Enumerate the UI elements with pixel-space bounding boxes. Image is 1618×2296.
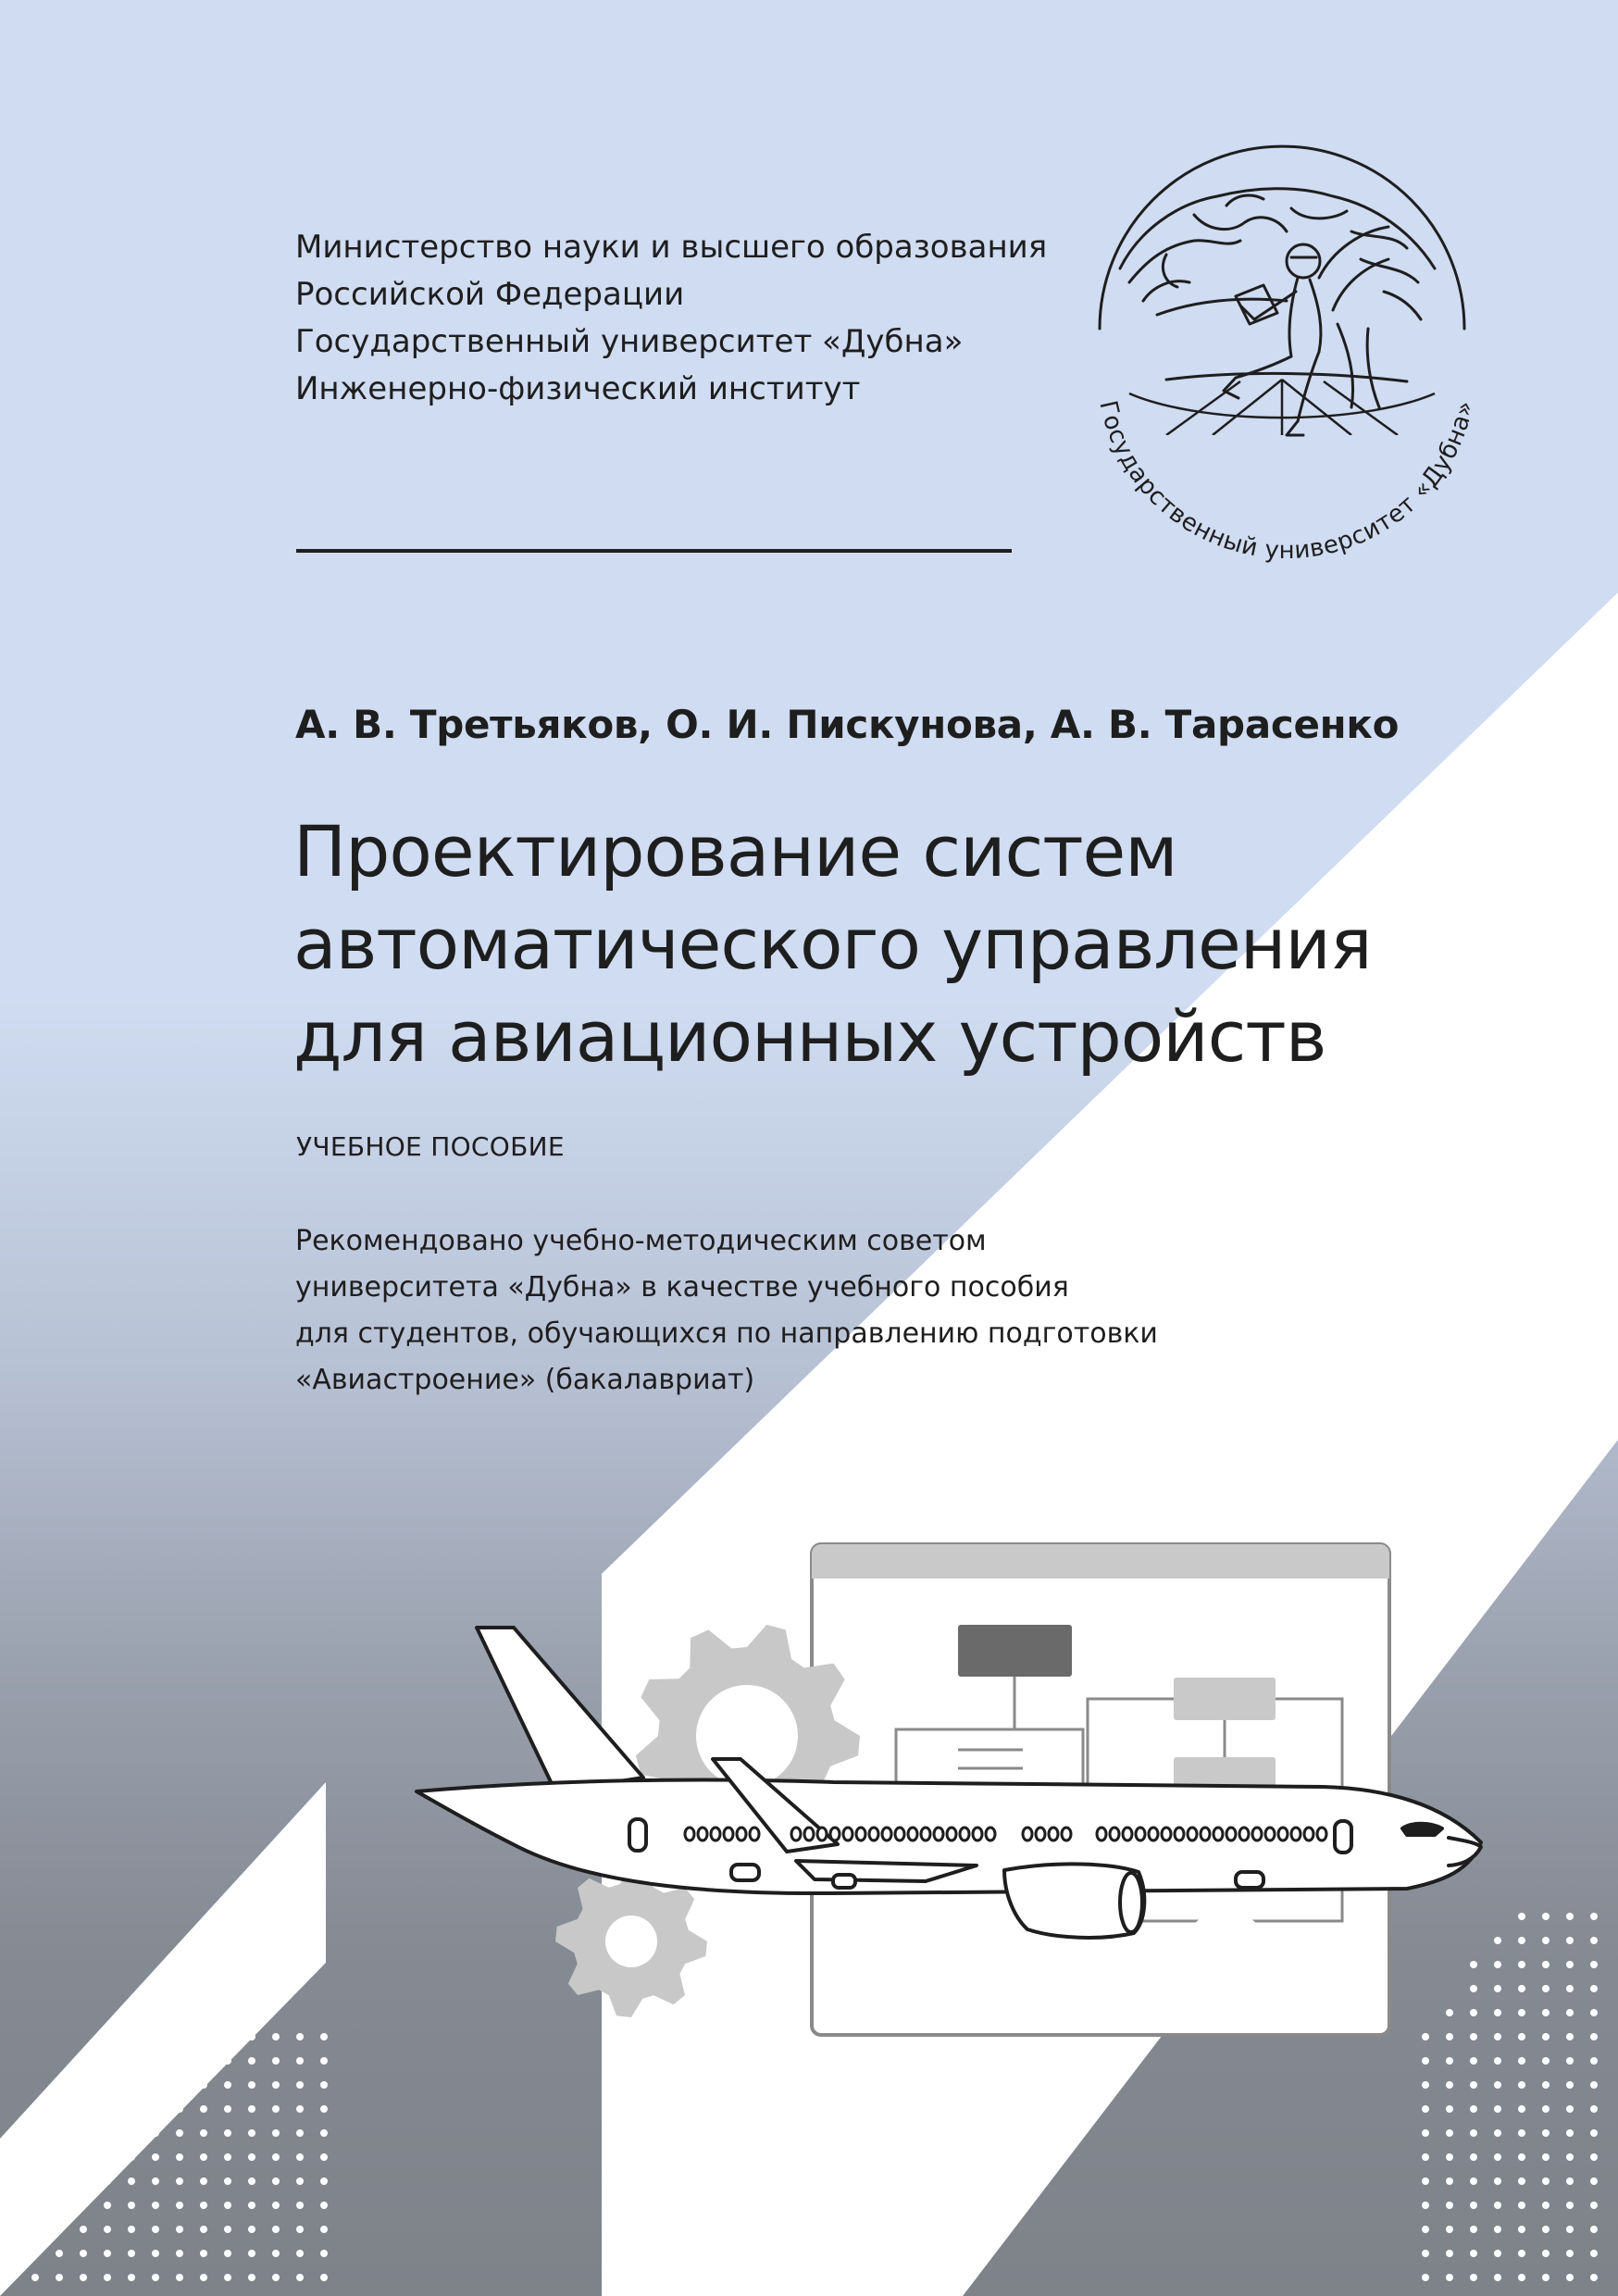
title-line: Проектирование систем bbox=[293, 810, 1177, 892]
recommendation-line: «Авиастроение» (бакалавриат) bbox=[295, 1364, 755, 1396]
publisher-line: Инженерно-физический институт bbox=[295, 370, 861, 407]
book-type: УЧЕБНОЕ ПОСОБИЕ bbox=[296, 1131, 565, 1162]
title-line: автоматического управления bbox=[293, 903, 1372, 985]
publisher-line: Государственный университет «Дубна» bbox=[295, 323, 964, 360]
logo-ring-text: Государственный университет «Дубна» bbox=[1093, 397, 1480, 565]
publisher-line: Российской Федерации bbox=[295, 276, 685, 313]
recommendation-line: для студентов, обучающихся по направлению подготовки bbox=[295, 1317, 1158, 1350]
recommendation-line: Рекомендовано учебно-методическим советом bbox=[295, 1225, 987, 1257]
publisher-line: Министерство науки и высшего образования bbox=[295, 229, 1048, 266]
recommendation-line: университета «Дубна» в качестве учебного пособия bbox=[295, 1271, 1069, 1304]
title-line: для авиационных устройств bbox=[293, 995, 1326, 1078]
authors: А. В. Третьяков, О. И. Пискунова, А. В. Тарасенко bbox=[295, 702, 1400, 747]
